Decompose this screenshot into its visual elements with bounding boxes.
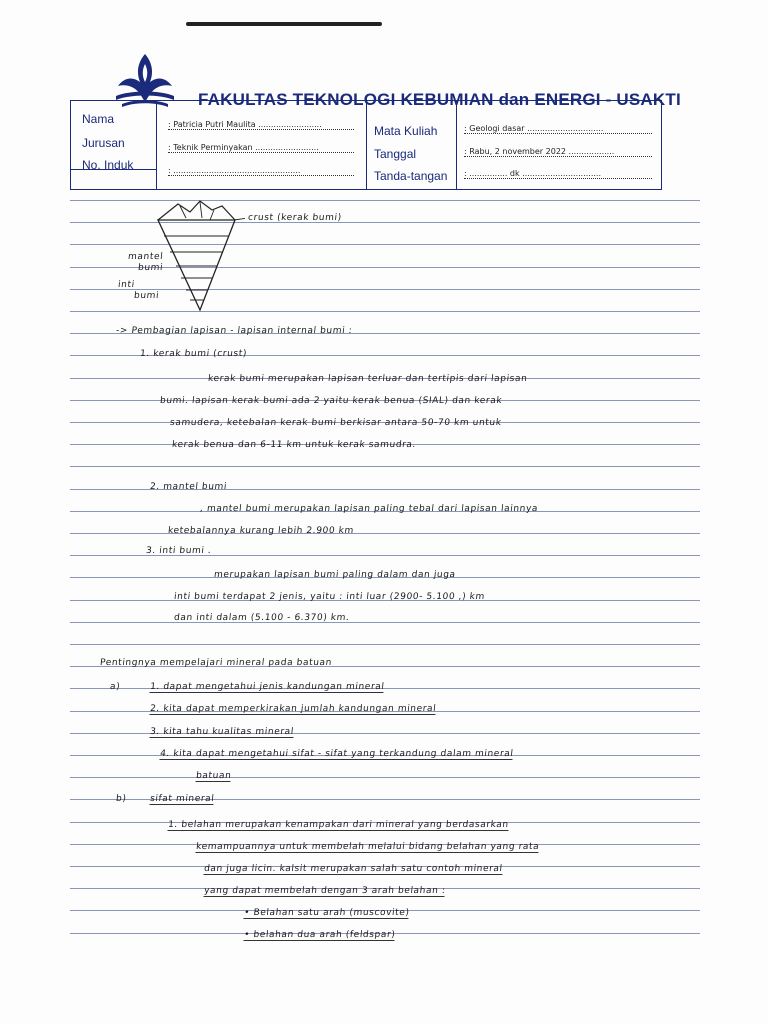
label-jurusan: Jurusan — [82, 136, 125, 150]
label-mata-kuliah: Mata Kuliah — [374, 124, 438, 138]
label-nama: Nama — [82, 112, 115, 126]
ruled-line — [70, 622, 700, 623]
note-line: ketebalannya kurang lebih 2.900 km — [167, 526, 355, 536]
note-line: Pentingnya mempelajari mineral pada batuan — [99, 658, 333, 668]
label-mantle-line1: mantel — [127, 252, 164, 262]
label-no-induk: No. Induk — [82, 158, 134, 172]
note-line: dan inti dalam (5.100 - 6.370) km. — [173, 613, 350, 623]
tanda-tangan-field: : ............... dk ............................... — [464, 169, 652, 179]
note-line: kerak benua dan 6-11 km untuk kerak samudra. — [171, 440, 417, 450]
note-line: inti bumi terdapat 2 jenis, yaitu : inti luar (2900- 5.100 ,) km — [173, 592, 486, 602]
ruled-line — [70, 533, 700, 534]
note-line: 4. kita dapat mengetahui sifat - sifat yang terkandung dalam mineral — [159, 749, 514, 759]
note-line: sifat mineral — [149, 794, 215, 804]
table-divider — [156, 101, 157, 189]
note-line: -> Pembagian lapisan - lapisan internal bumi : — [115, 326, 353, 336]
label-mantle-line2: bumi — [137, 263, 164, 273]
ruled-line — [70, 466, 700, 467]
note-line: , mantel bumi merupakan lapisan paling tebal dari lapisan lainnya — [199, 504, 539, 514]
note-line: • Belahan satu arah (muscovite) — [243, 908, 410, 918]
note-line: 2. kita dapat memperkirakan jumlah kandungan mineral — [149, 704, 437, 714]
page-top-mark — [186, 22, 382, 26]
note-line: samudera, ketebalan kerak bumi berkisar antara 50-70 km untuk — [169, 418, 503, 428]
note-line: • belahan dua arah (feldspar) — [243, 930, 396, 940]
ruled-line — [70, 777, 700, 778]
label-tanggal: Tanggal — [374, 147, 417, 161]
note-line: 1. belahan merupakan kenampakan dari mineral yang berdasarkan — [167, 820, 510, 830]
note-line: 1. kerak bumi (crust) — [139, 349, 248, 359]
note-line: kemampuannya untuk membelah melalui bidang belahan yang rata — [195, 842, 540, 852]
note-line: b) — [115, 794, 127, 804]
note-line: 1. dapat mengetahui jenis kandungan mineral — [149, 682, 385, 692]
table-divider — [366, 101, 367, 189]
note-line: batuan — [195, 771, 232, 781]
note-line: bumi. lapisan kerak bumi ada 2 yaitu kerak benua (SIAL) dan kerak — [159, 396, 503, 406]
no-induk-field: : .................................................. — [168, 166, 354, 176]
note-line: dan juga licin. kalsit merupakan salah satu contoh mineral — [203, 864, 504, 874]
note-line: 3. kita tahu kualitas mineral — [149, 727, 295, 737]
earth-layers-diagram — [150, 198, 245, 313]
label-core-line2: bumi — [133, 291, 160, 301]
label-tanda-tangan: Tanda-tangan — [374, 169, 448, 183]
note-line: 3. inti bumi . — [145, 546, 212, 556]
note-line: kerak bumi merupakan lapisan terluar dan tertipis dari lapisan — [207, 374, 528, 384]
faculty-title: FAKULTAS TEKNOLOGI KEBUMIAN dan ENERGI - USAKTI — [198, 90, 681, 109]
nama-field: : Patricia Putri Maulita ......................... — [168, 120, 354, 130]
ruled-line — [70, 644, 700, 645]
label-core-line1: inti — [117, 280, 136, 290]
note-line: a) — [109, 682, 121, 692]
note-line: yang dapat membelah dengan 3 arah belahan : — [203, 886, 446, 896]
table-divider — [456, 101, 457, 189]
jurusan-field: : Teknik Perminyakan ......................... — [168, 143, 354, 153]
note-line: merupakan lapisan bumi paling dalam dan juga — [213, 570, 457, 580]
label-crust: crust (kerak bumi) — [247, 213, 343, 223]
mata-kuliah-field: : Geologi dasar .............................. — [464, 124, 652, 134]
tanggal-field: : Rabu, 2 november 2022 .................. — [464, 147, 652, 157]
note-line: 2. mantel bumi — [149, 482, 228, 492]
